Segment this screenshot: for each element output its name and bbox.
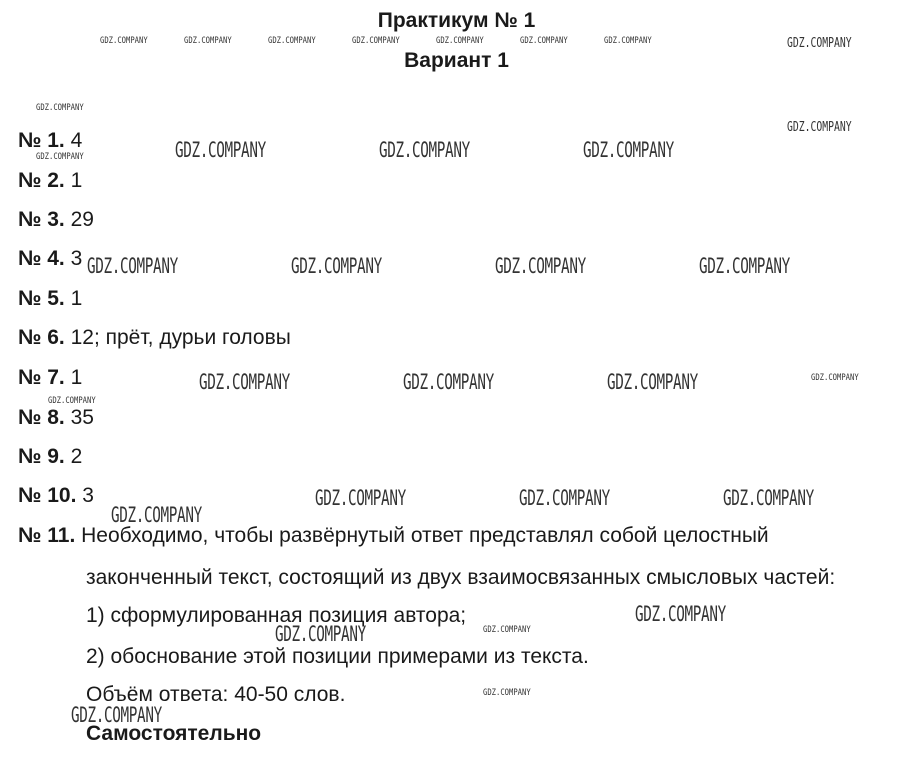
answer-value: 29 bbox=[64, 208, 94, 231]
watermark: GDZ.COMPANY bbox=[100, 36, 148, 46]
watermark: GDZ.COMPANY bbox=[787, 120, 852, 135]
watermark: GDZ.COMPANY bbox=[607, 370, 698, 394]
answer-value: 1 bbox=[64, 287, 83, 310]
watermark: GDZ.COMPANY bbox=[604, 36, 652, 46]
watermark: GDZ.COMPANY bbox=[87, 254, 178, 278]
answer-value: 12; прёт, дурьи головы bbox=[64, 326, 291, 349]
watermark: GDZ.COMPANY bbox=[519, 486, 610, 510]
answer-value: 4 bbox=[64, 129, 83, 152]
watermark: GDZ.COMPANY bbox=[699, 254, 790, 278]
answer-value: 1 bbox=[64, 366, 83, 389]
answer-number: № 3. bbox=[18, 208, 65, 231]
answer-11-line-5: Объём ответа: 40-50 слов. bbox=[86, 683, 346, 706]
answer-3 bbox=[18, 208, 94, 232]
answer-number: № 10. bbox=[18, 484, 77, 507]
watermark: GDZ.COMPANY bbox=[635, 602, 726, 626]
answer-number: № 1. bbox=[18, 129, 65, 152]
watermark: GDZ.COMPANY bbox=[71, 703, 162, 727]
answer-11 bbox=[18, 524, 769, 548]
answer-value: 3 bbox=[64, 247, 83, 270]
watermark: GDZ.COMPANY bbox=[483, 688, 531, 698]
answer-value: Необходимо, чтобы развёрнутый ответ представлял собой целостный bbox=[75, 524, 769, 547]
watermark: GDZ.COMPANY bbox=[36, 103, 84, 113]
watermark: GDZ.COMPANY bbox=[583, 138, 674, 162]
answer-11-line-4: 2) обоснование этой позиции примерами из текста. bbox=[86, 645, 589, 668]
watermark: GDZ.COMPANY bbox=[111, 503, 202, 527]
answer-9 bbox=[18, 445, 82, 469]
watermark: GDZ.COMPANY bbox=[175, 138, 266, 162]
answer-7 bbox=[18, 366, 82, 390]
watermark: GDZ.COMPANY bbox=[495, 254, 586, 278]
answer-10 bbox=[18, 484, 94, 508]
watermark: GDZ.COMPANY bbox=[36, 152, 84, 162]
watermark: GDZ.COMPANY bbox=[291, 254, 382, 278]
watermark: GDZ.COMPANY bbox=[436, 36, 484, 46]
answer-number: № 5. bbox=[18, 287, 65, 310]
answer-value: 35 bbox=[64, 406, 94, 429]
answer-number: № 4. bbox=[18, 247, 65, 270]
answer-5 bbox=[18, 287, 82, 311]
watermark: GDZ.COMPANY bbox=[275, 622, 366, 646]
watermark: GDZ.COMPANY bbox=[48, 396, 96, 406]
answer-number: № 2. bbox=[18, 169, 65, 192]
answer-value: 3 bbox=[76, 484, 94, 507]
watermark: GDZ.COMPANY bbox=[379, 138, 470, 162]
watermark: GDZ.COMPANY bbox=[184, 36, 232, 46]
answer-11-line-2: законченный текст, состоящий из двух взаимосвязанных смысловых частей: bbox=[86, 566, 836, 589]
section-label: Самостоятельно bbox=[86, 722, 262, 745]
answer-number: № 11. bbox=[18, 524, 76, 547]
answer-value: 1 bbox=[64, 169, 83, 192]
watermark: GDZ.COMPANY bbox=[483, 625, 531, 635]
watermark: GDZ.COMPANY bbox=[352, 36, 400, 46]
watermark: GDZ.COMPANY bbox=[403, 370, 494, 394]
answer-number: № 8. bbox=[18, 406, 65, 429]
answer-1 bbox=[18, 129, 82, 153]
variant-subtitle: Вариант 1 bbox=[404, 49, 509, 72]
answer-8 bbox=[18, 406, 94, 430]
watermark: GDZ.COMPANY bbox=[787, 36, 852, 51]
answer-2 bbox=[18, 169, 82, 193]
answer-number: № 7. bbox=[18, 366, 65, 389]
watermark: GDZ.COMPANY bbox=[199, 370, 290, 394]
answer-number: № 6. bbox=[18, 326, 65, 349]
answer-value: 2 bbox=[64, 445, 83, 468]
watermark: GDZ.COMPANY bbox=[811, 373, 859, 383]
watermark: GDZ.COMPANY bbox=[723, 486, 814, 510]
watermark: GDZ.COMPANY bbox=[520, 36, 568, 46]
answer-number: № 9. bbox=[18, 445, 65, 468]
page-title: Практикум № 1 bbox=[377, 9, 536, 32]
answer-6 bbox=[18, 326, 291, 350]
answer-11-line-3: 1) сформулированная позиция автора; bbox=[86, 604, 467, 627]
answer-4 bbox=[18, 247, 82, 271]
watermark: GDZ.COMPANY bbox=[315, 486, 406, 510]
watermark: GDZ.COMPANY bbox=[268, 36, 316, 46]
